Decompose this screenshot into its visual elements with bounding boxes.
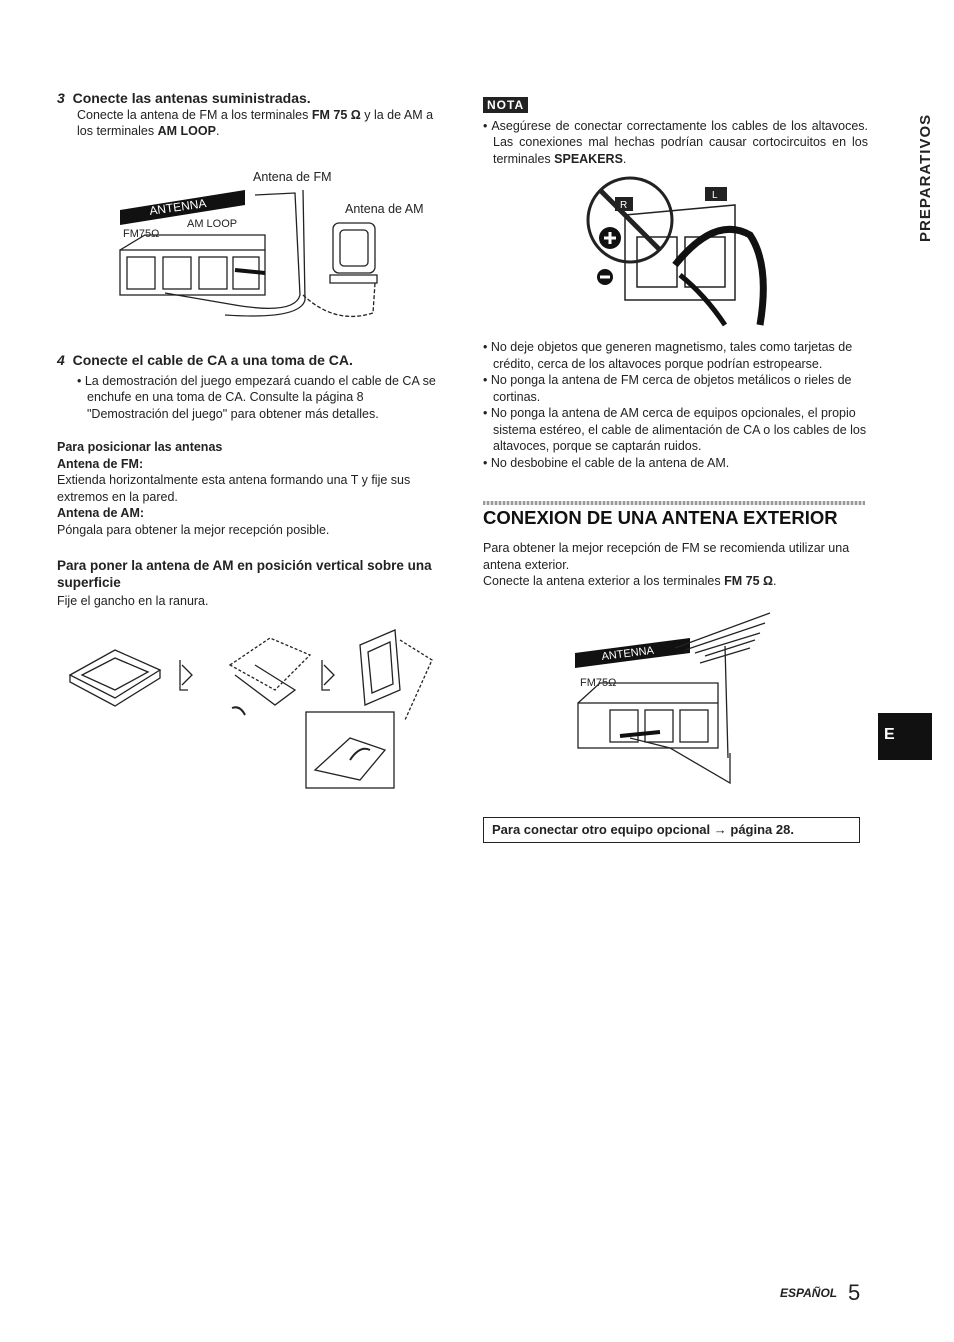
note-item: • No desbobine el cable de la antena de AM. [483,455,730,470]
fig1-fm-label: Antena de FM [253,170,332,184]
section-divider [483,501,865,505]
page-number: 5 [848,1280,861,1305]
position-heading: Para posicionar las antenas [57,440,223,454]
nota-text: • Asegúrese de conectar correctamente los cables de los altavoces. Las conexiones mal hechas podrían causar cortocircuitos en los terminales SPEAKERS. [483,118,868,166]
ext-fm-terminal: FM75Ω [580,677,617,689]
am-antenna-text: Póngala para obtener la mejor recepción posible. [57,522,330,537]
speaker-r-label: R [620,200,628,211]
exterior-text [483,540,868,590]
vertical-heading: Para poner la antena de AM en posición vertical sobre una superficie [57,558,432,590]
fm-antenna-text: Extienda horizontalmente esta antena formando una T y fije sus extremos en la pared. [57,473,411,504]
exterior-antenna-figure [570,608,780,788]
step-3-title: Conecte las antenas suministradas. [72,90,311,106]
step-3 [57,90,447,140]
vertical-text: Fije el gancho en la ranura. [57,594,209,608]
notes-list [483,339,868,471]
section-side-tab [914,92,936,242]
fig1-fm-terminal: FM75Ω [123,228,160,240]
nota-section [483,97,868,167]
fig1-antenna-label: ANTENNA [148,196,208,218]
step-4 [57,352,447,422]
note-item: • No deje objetos que generen magnetismo, tales como tarjetas de crédito, cerca de los altavoces porque podrían estropearse. [483,340,853,371]
exterior-text-1: Para obtener la mejor recepción de FM se recomienda utilizar una antena exterior. [483,541,850,572]
speaker-wiring-figure [585,175,785,335]
step-4-number: 4 [57,352,65,368]
antenna-connection-figure [115,165,445,330]
step-3-text: Conecte la antena de FM a los terminales FM 75 Ω y la de AM a los terminales AM LOOP. [77,107,434,138]
step-3-number: 3 [57,90,65,106]
note-item: • No ponga la antena de FM cerca de objetos metálicos o rieles de cortinas. [483,373,852,404]
step-3-heading [57,90,447,107]
am-antenna-heading: Antena de AM: [57,506,145,520]
step-4-bullet: • La demostración del juego empezará cuando el cable de CA se enchufe en una toma de CA. Consulte la página 8 "Demostración del juego" para obtener más detalles. [77,373,436,421]
nota-badge: NOTA [483,97,528,113]
footer-language: ESPAÑOL [780,1286,838,1300]
exterior-text-2: Conecte la antena exterior a los terminales FM 75 Ω. [483,574,777,588]
step-4-title: Conecte el cable de CA a una toma de CA. [72,352,353,368]
step-4-heading [57,352,447,369]
section-side-label: PREPARATIVOS [917,113,934,242]
position-section [57,439,447,538]
fm-antenna-heading: Antena de FM: [57,456,144,471]
vertical-section [57,558,447,610]
fig1-am-terminal: AM LOOP [187,218,238,230]
am-antenna-stand-figure [60,620,440,790]
fig1-am-label: Antena de AM [345,202,424,216]
ext-antenna-label: ANTENNA [600,644,655,663]
language-tab-label: E [884,726,895,743]
optional-equipment-note: Para conectar otro equipo opcional → página 28. [483,817,860,843]
exterior-heading: CONEXION DE UNA ANTENA EXTERIOR [483,507,838,528]
speaker-l-label: L [712,190,718,201]
language-tab [878,713,932,760]
note-item: • No ponga la antena de AM cerca de equipos opcionales, el propio sistema estéreo, el cable de alimentación de CA o los cables de los altavoces, porque se captarán ruidos. [483,406,867,453]
